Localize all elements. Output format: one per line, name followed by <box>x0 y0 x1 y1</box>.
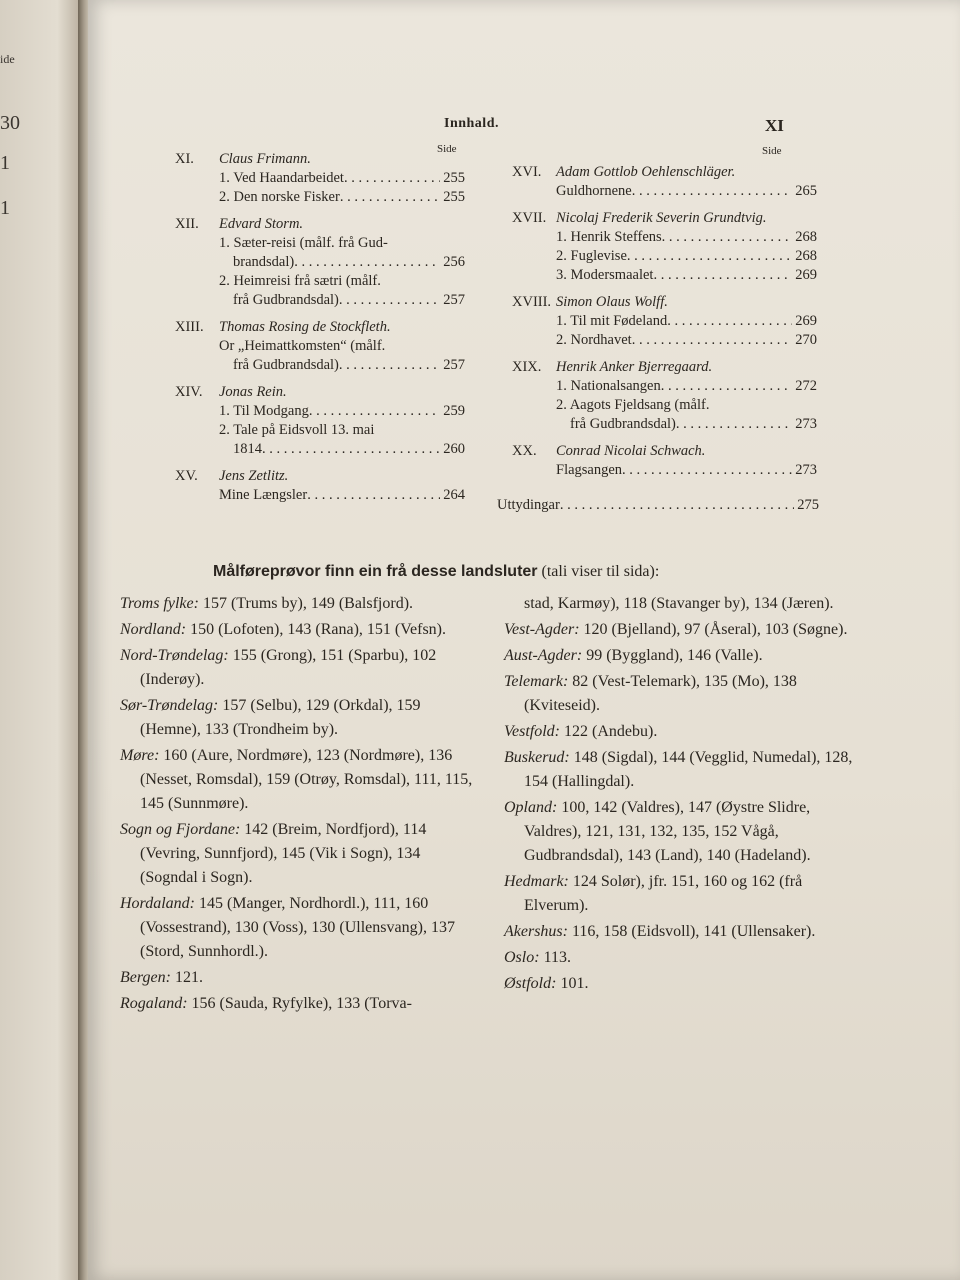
region-pages: 82 (Vest-Telemark), 135 (Mo), 138 (Kviteseid). <box>524 673 797 714</box>
region-name: Sogn og Fjordane: <box>120 821 241 838</box>
item-title: Mine Længsler <box>219 487 308 503</box>
region-name: Aust-Agder: <box>504 647 583 664</box>
section-numeral: XIII. <box>175 319 204 335</box>
dot-leader <box>632 331 793 350</box>
side-label-right: Side <box>762 145 782 157</box>
section-body <box>556 163 817 201</box>
side-label-left: Side <box>437 143 457 155</box>
region-name: Sør-Trøndelag: <box>120 697 219 714</box>
author-name: Thomas Rosing de Stockfleth. <box>219 319 391 335</box>
edge-text: ide <box>0 52 15 66</box>
contents-item <box>219 356 465 375</box>
item-title: 2. Nordhavet <box>556 332 632 348</box>
item-title: 1. Ved Haandarbeidet <box>219 170 344 186</box>
item-title: 1814 <box>233 441 262 457</box>
title-line: Or „Heimattkomsten“ (målf. <box>219 338 386 354</box>
author-name: Conrad Nicolai Schwach. <box>556 443 706 459</box>
region-pages: 99 (Byggland), 146 (Valle). <box>586 647 763 664</box>
contents-item <box>556 182 817 201</box>
region-name: Hordaland: <box>120 895 195 912</box>
region-pages: 155 (Grong), 151 (Sparbu), 102 (Inderøy). <box>140 647 437 688</box>
region-entry <box>120 818 480 890</box>
author-name: Claus Frimann. <box>219 151 311 167</box>
section-body <box>219 150 465 207</box>
region-name: Vestfold: <box>504 723 560 740</box>
item-page: 265 <box>795 183 817 199</box>
region-pages: 100, 142 (Valdres), 147 (Øystre Slidre, Valdres), 121, 131, 132, 135, 152 Vågå, Gudbrandsdal), 143 (Land), 140 (Hadeland). <box>524 799 811 864</box>
contents-right-column <box>512 163 817 488</box>
region-name: Oslo: <box>504 949 540 966</box>
item-page: 257 <box>443 357 465 373</box>
region-entry <box>504 720 859 744</box>
author-name: Jens Zetlitz. <box>219 468 289 484</box>
contents-item <box>219 253 465 272</box>
region-name: Opland: <box>504 799 558 816</box>
contents-section <box>512 293 817 350</box>
item-page: 259 <box>443 403 465 419</box>
region-pages: 157 (Trums by), 149 (Balsfjord). <box>202 595 414 612</box>
contents-item <box>556 415 817 434</box>
region-pages: 160 (Aure, Nordmøre), 123 (Nordmøre), 136 (Nesset, Romsdal), 159 (Otrøy, Romsdal), 111, 115, 145 (Sunnmøre). <box>140 747 473 812</box>
section-body <box>219 318 465 375</box>
contents-section <box>175 318 465 375</box>
contents-item <box>219 402 465 421</box>
item-page: 270 <box>795 332 817 348</box>
dot-leader <box>307 486 440 505</box>
dot-leader <box>262 440 440 459</box>
region-entry <box>504 920 859 944</box>
region-name: Nordland: <box>120 621 187 638</box>
uttydingar-page: 275 <box>797 497 819 513</box>
item-page: 268 <box>795 229 817 245</box>
contents-item <box>219 291 465 310</box>
dot-leader <box>294 253 440 272</box>
section-body <box>556 442 817 480</box>
region-entry <box>504 618 859 642</box>
dialect-list-right <box>504 592 859 998</box>
region-entry <box>120 618 480 642</box>
section-numeral: XVII. <box>512 210 547 226</box>
region-entry <box>504 746 859 794</box>
item-page: 269 <box>795 267 817 283</box>
section-body <box>556 209 817 285</box>
contents-section <box>175 215 465 310</box>
region-pages: 113. <box>543 949 571 966</box>
running-title: Innhald. <box>444 116 499 131</box>
dot-leader <box>560 496 794 515</box>
author-name: Henrik Anker Bjerregaard. <box>556 359 713 375</box>
dialect-samples-heading <box>213 563 659 581</box>
section-body <box>219 215 465 310</box>
region-name: Buskerud: <box>504 749 570 766</box>
item-title: frå Gudbrandsdal) <box>233 292 339 308</box>
contents-item <box>219 188 465 207</box>
item-title: 1. Til Modgang <box>219 403 309 419</box>
item-title: 2. Den norske Fisker <box>219 189 340 205</box>
section-body <box>556 358 817 434</box>
item-title: 1. Til mit Fødeland <box>556 313 668 329</box>
author-name: Nicolaj Frederik Severin Grundtvig. <box>556 210 767 226</box>
region-entry <box>504 946 859 970</box>
contents-section <box>512 209 817 285</box>
region-name: Vest-Agder: <box>504 621 580 638</box>
section-numeral: XI. <box>175 151 194 167</box>
dot-leader <box>632 182 793 201</box>
item-page: 273 <box>795 416 817 432</box>
dot-leader <box>340 188 440 207</box>
author-name: Edvard Storm. <box>219 216 304 232</box>
region-entry <box>504 870 859 918</box>
contents-item <box>556 377 817 396</box>
contents-item <box>556 266 817 285</box>
item-title: 1. Nationalsangen <box>556 378 661 394</box>
item-page: 255 <box>443 189 465 205</box>
region-pages: 120 (Bjelland), 97 (Åseral), 103 (Søgne). <box>583 621 848 638</box>
section-body <box>219 467 465 505</box>
region-entry <box>120 966 480 990</box>
item-page: 260 <box>443 441 465 457</box>
section-numeral: XII. <box>175 216 199 232</box>
dialect-heading-text: Målføreprøvor finn ein frå desse landsluter <box>213 563 538 580</box>
contents-section <box>175 150 465 207</box>
region-name: Troms fylke: <box>120 595 199 612</box>
dot-leader <box>339 291 440 310</box>
edge-text: 1 <box>0 197 10 219</box>
title-line: 2. Tale på Eidsvoll 13. mai <box>219 422 375 438</box>
dot-leader <box>622 461 792 480</box>
dot-leader <box>344 169 440 188</box>
region-pages: 121. <box>174 969 203 986</box>
title-line: 2. Aagots Fjeldsang (målf. <box>556 397 710 413</box>
region-pages: 145 (Manger, Nordhordl.), 111, 160 (Vossestrand), 130 (Voss), 130 (Ullensvang), 137 (Stord, Sunnhordl.). <box>140 895 455 960</box>
region-name: Telemark: <box>504 673 569 690</box>
item-page: 273 <box>795 462 817 478</box>
item-page: 268 <box>795 248 817 264</box>
region-entry <box>120 592 480 616</box>
dot-leader <box>309 402 440 421</box>
region-entry <box>120 892 480 964</box>
region-name: Bergen: <box>120 969 171 986</box>
section-numeral: XVIII. <box>512 294 552 310</box>
contents-item <box>219 440 465 459</box>
item-title: brandsdal) <box>233 254 295 270</box>
edge-text: 30 <box>0 112 20 134</box>
dot-leader <box>667 312 792 331</box>
item-page: 272 <box>795 378 817 394</box>
contents-item <box>556 461 817 480</box>
item-page: 264 <box>443 487 465 503</box>
contents-section <box>512 358 817 434</box>
contents-section <box>512 163 817 201</box>
dialect-heading-note: (tali viser til sida): <box>541 563 660 580</box>
contents-section <box>175 383 465 459</box>
region-name: Hedmark: <box>504 873 569 890</box>
section-body <box>219 383 465 459</box>
previous-page-edge <box>0 0 82 1280</box>
region-pages: 142 (Breim, Nordfjord), 114 (Vevring, Sunnfjord), 145 (Vik i Sogn), 134 (Sogndal i Sogn). <box>140 821 427 886</box>
region-entry <box>120 744 480 816</box>
edge-text: 1 <box>0 152 10 174</box>
section-numeral: XVI. <box>512 164 542 180</box>
region-entry <box>504 972 859 996</box>
region-pages: 101. <box>560 975 589 992</box>
region-name: Møre: <box>120 747 160 764</box>
rogaland-continuation: stad, Karmøy), 118 (Stavanger by), 134 (Jæren). <box>524 595 834 612</box>
item-title: frå Gudbrandsdal) <box>570 416 676 432</box>
item-title: 2. Fuglevise <box>556 248 627 264</box>
region-pages: 157 (Selbu), 129 (Orkdal), 159 (Hemne), 133 (Trondheim by). <box>140 697 421 738</box>
dot-leader <box>662 228 793 247</box>
region-name: Akershus: <box>504 923 568 940</box>
item-page: 255 <box>443 170 465 186</box>
section-numeral: XV. <box>175 468 198 484</box>
dot-leader <box>339 356 440 375</box>
region-entry <box>120 644 480 692</box>
contents-item <box>219 169 465 188</box>
region-pages: 122 (Andebu). <box>564 723 658 740</box>
item-title: Guldhornene <box>556 183 632 199</box>
region-entry <box>120 992 480 1016</box>
page-number: XI <box>765 116 784 135</box>
contents-left-column <box>175 150 465 513</box>
region-pages: 148 (Sigdal), 144 (Vegglid, Numedal), 128, 154 (Hallingdal). <box>524 749 853 790</box>
uttydingar-entry <box>497 496 819 515</box>
uttydingar-label: Uttydingar <box>497 497 560 513</box>
region-entry <box>504 796 859 868</box>
contents-item <box>556 331 817 350</box>
item-page: 269 <box>795 313 817 329</box>
region-pages: 124 Solør), jfr. 151, 160 og 162 (frå Elverum). <box>524 873 803 914</box>
region-pages: 116, 158 (Eidsvoll), 141 (Ullensaker). <box>571 923 816 940</box>
dot-leader <box>661 377 793 396</box>
region-entry <box>504 644 859 668</box>
region-entry <box>504 670 859 718</box>
title-line: 2. Heimreisi frå sætri (målf. <box>219 273 381 289</box>
item-title: 3. Modersmaalet <box>556 267 654 283</box>
item-page: 257 <box>443 292 465 308</box>
dot-leader <box>627 247 792 266</box>
section-numeral: XX. <box>512 443 537 459</box>
author-name: Adam Gottlob Oehlenschläger. <box>556 164 736 180</box>
item-title: frå Gudbrandsdal) <box>233 357 339 373</box>
region-name: Østfold: <box>504 975 557 992</box>
region-pages: 150 (Lofoten), 143 (Rana), 151 (Vefsn). <box>190 621 447 638</box>
item-title: Flagsangen <box>556 462 623 478</box>
dot-leader <box>653 266 792 285</box>
contents-item <box>219 486 465 505</box>
item-title: 1. Henrik Steffens <box>556 229 662 245</box>
region-pages: 156 (Sauda, Ryfylke), 133 (Torva- <box>191 995 412 1012</box>
contents-item <box>556 247 817 266</box>
contents-item <box>556 312 817 331</box>
contents-section <box>175 467 465 505</box>
section-numeral: XIX. <box>512 359 542 375</box>
dialect-list-left <box>120 592 480 1018</box>
contents-item <box>556 228 817 247</box>
author-name: Simon Olaus Wolff. <box>556 294 668 310</box>
section-numeral: XIV. <box>175 384 203 400</box>
author-name: Jonas Rein. <box>219 384 287 400</box>
region-entry <box>120 694 480 742</box>
region-name: Nord-Trøndelag: <box>120 647 229 664</box>
section-body <box>556 293 817 350</box>
region-name: Rogaland: <box>120 995 188 1012</box>
item-page: 256 <box>443 254 465 270</box>
contents-section <box>512 442 817 480</box>
title-line: 1. Sæter-reisi (målf. frå Gud- <box>219 235 388 251</box>
dot-leader <box>676 415 792 434</box>
